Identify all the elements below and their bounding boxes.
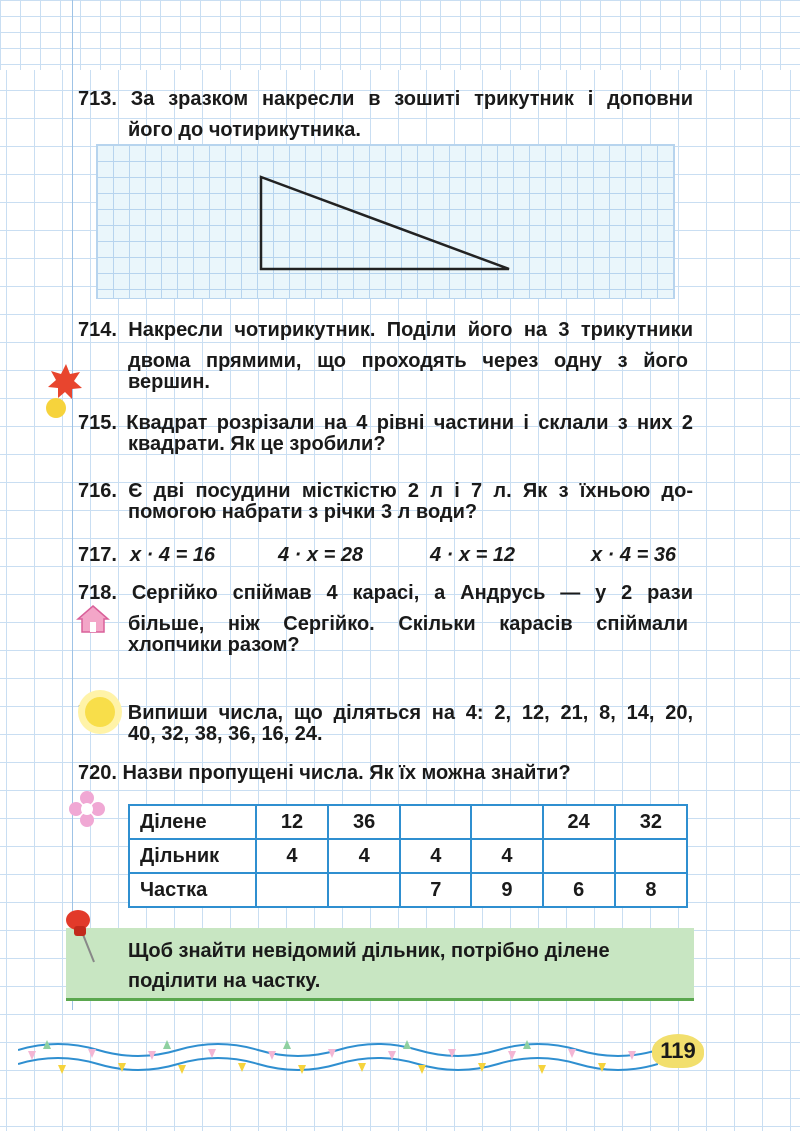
table-cell: 24: [543, 805, 615, 839]
task-716-line2: [128, 497, 688, 528]
equation-4: x · 4 = 36: [591, 544, 677, 566]
table-row: [129, 873, 687, 907]
task-text-line: Випиши числа, що діляться на 4: 2, 12, 21, 8, 14, 20,: [127, 702, 693, 724]
table-cell: [471, 805, 542, 839]
row-label: Ділене: [129, 805, 256, 839]
top-grid-band: [0, 0, 800, 70]
table-cell: 4: [256, 839, 328, 873]
task-text-line: 40, 32, 38, 36, 16, 24.: [128, 723, 323, 745]
row-label: Дільник: [129, 839, 256, 873]
task-number: 715.: [78, 412, 117, 434]
table-cell: [256, 873, 328, 907]
triangle-sample-grid: [96, 144, 675, 299]
task-715-line2: [128, 429, 688, 460]
task-text-line: більше, ніж Сергійко. Скільки карасів спіймали: [128, 613, 688, 635]
task-number: 718.: [78, 582, 117, 604]
task-text-line: квадрати. Як це зробили?: [128, 433, 386, 455]
task-number: 713.: [78, 88, 117, 110]
table-cell: 4: [400, 839, 471, 873]
rule-line: Щоб знайти невідомий дільник, потрібно ділене: [128, 940, 610, 962]
house-icon: [76, 604, 110, 634]
table-row: [129, 839, 687, 873]
task-number: 717.: [78, 544, 117, 566]
table-cell: 36: [328, 805, 400, 839]
flower-icon: [68, 790, 106, 828]
task-text-line: його до чотирикутника.: [128, 119, 361, 141]
table-cell: 32: [615, 805, 687, 839]
rule-line: поділити на частку.: [128, 970, 321, 992]
star-sun-icon: [40, 362, 84, 424]
task-text-line: Накресли чотирикутник. Поділи його на 3 трикутники: [128, 319, 693, 341]
task-720: [78, 758, 693, 789]
task-text-line: двома прямими, що проходять через одну з його: [128, 350, 688, 372]
table-row: [129, 805, 687, 839]
task-text-line: Є дві посудини місткістю 2 л і 7 л. Як з їхньою до-: [128, 480, 693, 502]
task-718-line3: [128, 630, 688, 661]
task-text-line: Сергійко спіймав 4 карасі, а Андрусь — у 2 рази: [131, 582, 693, 604]
table-cell: [400, 805, 471, 839]
task-text-line: вершин.: [128, 371, 210, 393]
task-number: 714.: [78, 319, 117, 341]
page-number: 119: [652, 1034, 704, 1068]
pushpin-icon: [60, 906, 106, 966]
sun-icon: [74, 686, 126, 738]
table-cell: 4: [471, 839, 542, 873]
table-cell: 6: [543, 873, 615, 907]
triangle-drawing: [97, 145, 674, 298]
equation-3: 4 · x = 12: [430, 544, 516, 566]
task-text-line: За зразком накресли в зошиті трикутник і доповни: [130, 88, 693, 110]
table-cell: 7: [400, 873, 471, 907]
task-714-line3: [128, 367, 688, 398]
task-number: 716.: [78, 480, 117, 502]
table-cell: [543, 839, 615, 873]
equation-1: x · 4 = 16: [130, 544, 216, 566]
triangle-shape: [261, 177, 509, 269]
task-text-line: хлопчики разом?: [128, 634, 300, 656]
table-cell: 4: [328, 839, 400, 873]
table-cell: 8: [615, 873, 687, 907]
row-label: Частка: [129, 873, 256, 907]
table-cell: [615, 839, 687, 873]
task-number: 720.: [78, 762, 117, 784]
rule-text: [128, 936, 688, 996]
division-table: [128, 804, 688, 908]
table-cell: 12: [256, 805, 328, 839]
task-719-line2: [128, 719, 688, 750]
margin-line: [72, 0, 73, 1010]
task-text-line: Квадрат розрізали на 4 рівні частини і склали з них 2: [126, 412, 694, 434]
table-cell: [328, 873, 400, 907]
table-cell: 9: [471, 873, 542, 907]
task-text-line: Назви пропущені числа. Як їх можна знайти?: [122, 762, 571, 784]
task-713-line2: [128, 115, 688, 146]
equation-2: 4 · x = 28: [278, 544, 364, 566]
garland-icon: [18, 1030, 658, 1080]
task-text-line: помогою набрати з річки 3 л води?: [128, 501, 478, 523]
